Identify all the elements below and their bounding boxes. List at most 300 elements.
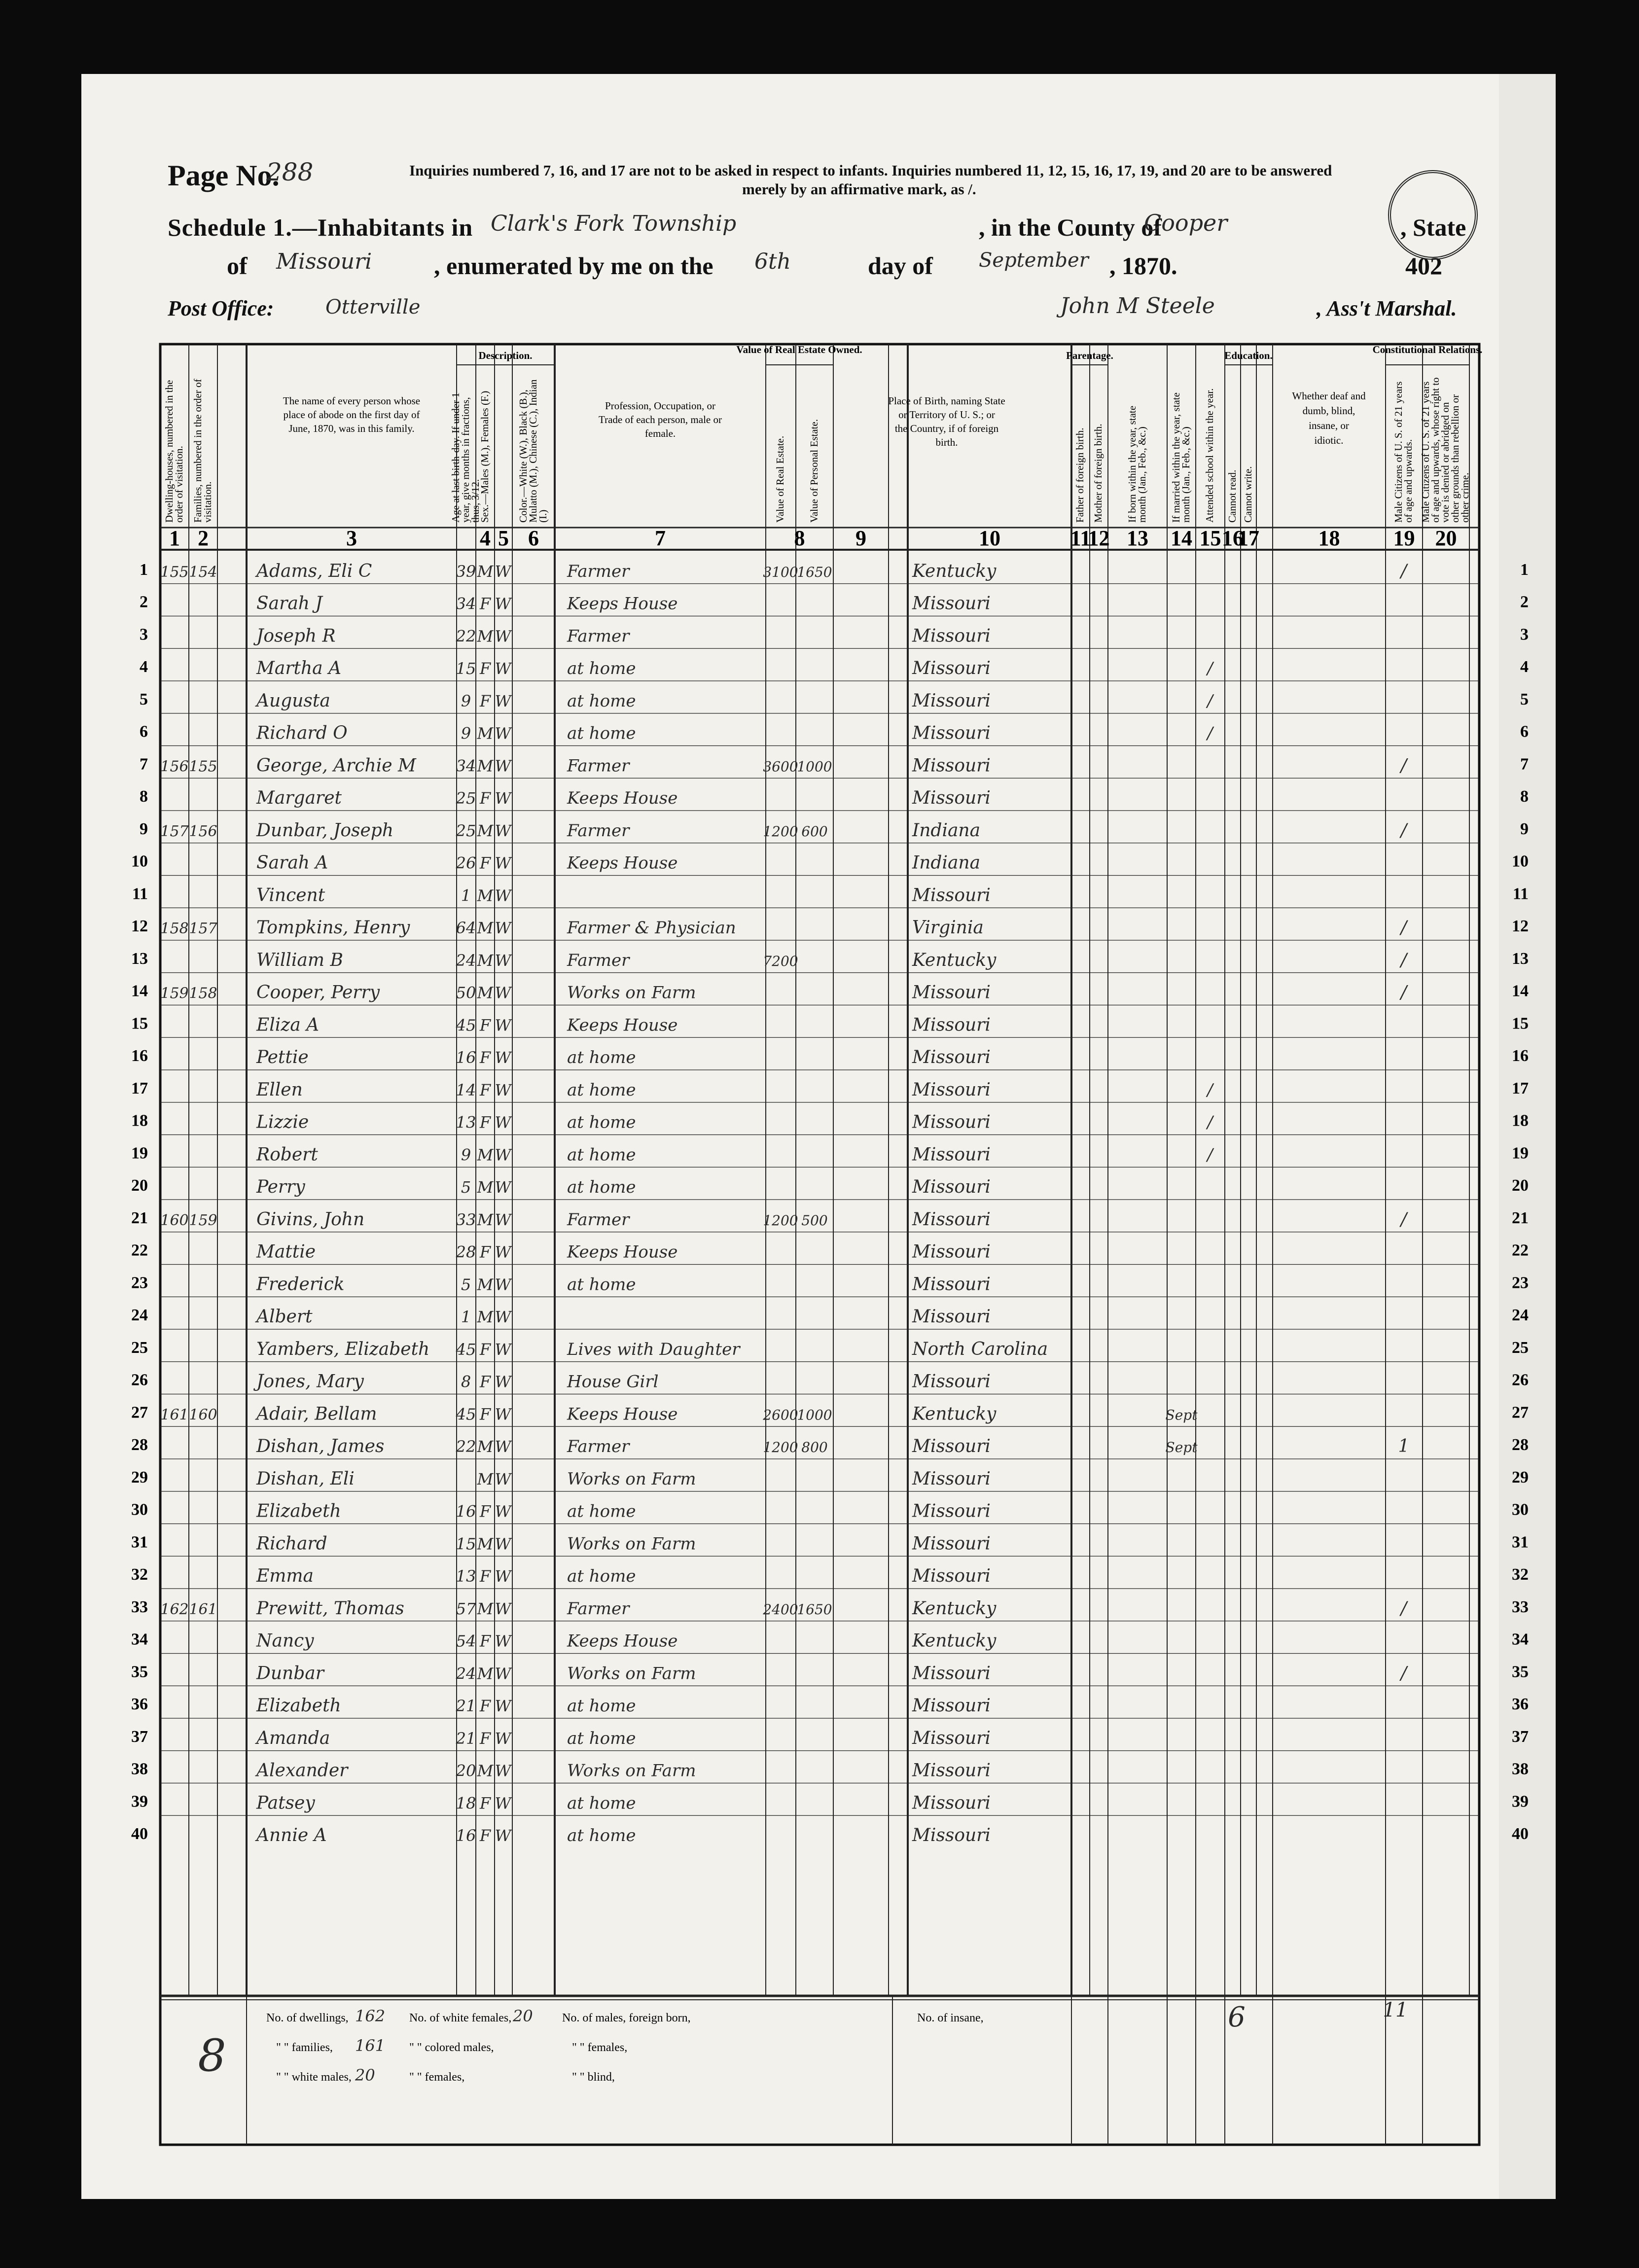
row-number-left: 3 (140, 625, 148, 644)
person-birthplace: Missouri (912, 593, 991, 614)
person-color: W (495, 1469, 511, 1488)
denied-vote-column-header: Male Citizens of U. S. of 21 yearsof age and upwards, whose right tovote is denied or abridged onother grounds than rebellion orother crime. (1420, 377, 1471, 523)
insane-label: No. of insane, (917, 2012, 984, 2024)
person-occupation: at home (567, 723, 636, 744)
row-number-right: 31 (1512, 1533, 1529, 1552)
row-number-left: 30 (131, 1500, 148, 1519)
person-age: 34 (456, 756, 476, 776)
stamp-number: 402 (1405, 252, 1442, 280)
person-age: 33 (456, 1210, 476, 1229)
name-column-header: The name of every person whose place of abode on the first day of June, 1870, was in this family. (283, 395, 421, 434)
person-color: W (495, 1599, 511, 1618)
person-age: 15 (456, 1534, 476, 1554)
families-count: 161 (355, 2036, 386, 2055)
row-number-right: 40 (1512, 1825, 1529, 1843)
person-occupation: at home (567, 1048, 636, 1067)
row-number-left: 23 (131, 1274, 148, 1292)
row-number-left: 6 (140, 722, 148, 741)
personal-estate-value: 500 (801, 1212, 828, 1229)
column-number: 5 (498, 526, 509, 550)
person-name: Richard (256, 1533, 327, 1554)
person-color: W (495, 1502, 511, 1521)
person-occupation: Keeps House (567, 1631, 678, 1651)
row-number-right: 26 (1512, 1371, 1529, 1389)
row-number-right: 25 (1512, 1338, 1529, 1357)
row-number-left: 1 (140, 560, 148, 579)
person-birthplace: Missouri (912, 1241, 991, 1262)
column-number: 14 (1171, 526, 1192, 550)
person-age: 18 (456, 1794, 476, 1813)
person-age: 22 (456, 627, 476, 646)
person-name: Frederick (256, 1274, 345, 1295)
person-color: W (495, 951, 511, 970)
person-color: W (495, 1242, 511, 1262)
person-occupation: Farmer & Physician (567, 918, 736, 938)
person-name: Annie A (256, 1825, 327, 1845)
person-sex: M (477, 1469, 494, 1488)
page-number-value: 288 (266, 158, 314, 186)
table-frame (160, 344, 1479, 2145)
person-name: Yambers, Elizabeth (256, 1339, 430, 1359)
parentage-group-label: Parentage. (1066, 350, 1113, 361)
person-name: Dishan, Eli (256, 1468, 355, 1489)
person-sex: M (477, 1761, 494, 1780)
person-age: 25 (456, 789, 476, 808)
post-office-value: Otterville (325, 296, 421, 319)
row-number-left: 32 (131, 1565, 148, 1584)
citizen-mark: / (1400, 755, 1407, 776)
person-age: 24 (456, 1664, 476, 1683)
row-number-right: 18 (1512, 1111, 1529, 1130)
person-occupation: at home (567, 1080, 636, 1100)
row-number-right: 7 (1520, 755, 1529, 774)
dwelling-number: 159 (160, 985, 189, 1002)
person-name: George, Archie M (256, 755, 416, 776)
person-birthplace: Indiana (912, 852, 981, 873)
person-birthplace: Missouri (912, 1274, 991, 1295)
person-color: W (495, 1534, 511, 1554)
person-birthplace: Missouri (912, 1112, 991, 1133)
real-estate-value: 1200 (763, 823, 798, 840)
row-number-right: 4 (1520, 658, 1529, 676)
person-sex: F (479, 1794, 491, 1813)
person-age: 28 (456, 1242, 476, 1262)
person-birthplace: Missouri (912, 1566, 991, 1586)
row-number-right: 3 (1520, 625, 1529, 644)
column-number: 10 (979, 526, 1000, 550)
row-number-left: 39 (131, 1792, 148, 1811)
person-age: 57 (456, 1599, 476, 1618)
inquiries-notice: Inquiries numbered 7, 16, and 17 are not to be asked in respect to infants. Inquiries numbered 11, 12, 15, 16, 17, 19, and 20 are to be answered (409, 162, 1332, 179)
person-name: Robert (256, 1144, 318, 1165)
row-number-left: 19 (131, 1144, 148, 1163)
column-number: 16 (1222, 526, 1244, 550)
column-number: 4 (480, 526, 491, 550)
person-birthplace: Missouri (912, 1047, 991, 1067)
row-number-left: 11 (132, 885, 148, 903)
person-sex: F (479, 853, 491, 873)
row-number-right: 6 (1520, 722, 1529, 741)
education-group-label: Education. (1224, 350, 1273, 361)
person-occupation: at home (567, 1566, 636, 1586)
person-color: W (495, 1340, 511, 1359)
row-number-right: 15 (1512, 1014, 1529, 1033)
person-sex: M (477, 1308, 494, 1326)
person-sex: F (479, 1016, 491, 1035)
person-color: W (495, 1567, 511, 1586)
person-age: 25 (456, 821, 476, 840)
person-name: Prewitt, Thomas (256, 1598, 404, 1619)
personal-estate-column-header: Value of Personal Estate. (808, 419, 820, 523)
person-sex: F (479, 789, 491, 808)
person-sex: M (477, 919, 494, 937)
row-number-right: 28 (1512, 1436, 1529, 1454)
white-females-label: No. of white females, (409, 2012, 512, 2024)
families-label: " " families, (276, 2041, 333, 2054)
person-age: 21 (456, 1697, 476, 1715)
disability-column-header: Whether deaf and dumb, blind, insane, or idiotic. (1292, 390, 1366, 446)
person-birthplace: Missouri (912, 1793, 991, 1813)
person-color: W (495, 627, 511, 646)
person-occupation: Works on Farm (567, 1664, 696, 1684)
row-number-left: 10 (131, 852, 148, 871)
citizen-mark: / (1400, 1663, 1407, 1684)
person-sex: M (477, 821, 494, 840)
colored-females-label: " " females, (409, 2071, 465, 2084)
column-number: 17 (1238, 526, 1259, 550)
row-number-left: 31 (131, 1533, 148, 1552)
person-age: 8 (461, 1372, 471, 1391)
constitutional-group-label: Constitutional Relations. (1372, 344, 1483, 355)
person-age: 21 (456, 1729, 476, 1748)
person-birthplace: Missouri (912, 1015, 991, 1035)
row-number-left: 20 (131, 1176, 148, 1195)
person-age: 13 (456, 1567, 476, 1586)
colored-males-label: " " colored males, (409, 2041, 494, 2054)
row-number-left: 27 (131, 1403, 148, 1422)
person-age: 16 (456, 1502, 476, 1521)
person-sex: F (479, 1631, 491, 1651)
person-occupation: Lives with Daughter (567, 1339, 740, 1359)
person-name: Eliza A (256, 1015, 320, 1035)
person-name: Jones, Mary (256, 1371, 364, 1392)
males-foreign-label: No. of males, foreign born, (562, 2012, 691, 2024)
person-color: W (495, 853, 511, 873)
personal-estate-value: 1650 (797, 1601, 832, 1618)
column-number: 11 (1070, 526, 1091, 550)
person-name: Adair, Bellam (256, 1404, 377, 1424)
citizen-mark: / (1400, 950, 1407, 970)
dwellings-label: No. of dwellings, (266, 2012, 349, 2024)
month-value: September (979, 249, 1089, 272)
day-value: 6th (754, 249, 791, 274)
person-name: Vincent (256, 885, 325, 906)
person-age: 13 (456, 1113, 476, 1132)
marshal-signature: John M Steele (1060, 293, 1215, 319)
person-sex: M (477, 1145, 494, 1165)
person-birthplace: Missouri (912, 1728, 991, 1748)
real-estate-value: 2400 (763, 1601, 798, 1618)
column-number: 9 (855, 526, 866, 550)
person-age: 34 (456, 594, 476, 613)
school-mark: / (1207, 1080, 1213, 1100)
person-color: W (495, 1210, 511, 1229)
person-sex: F (479, 1080, 491, 1099)
row-number-left: 4 (140, 658, 148, 676)
row-number-left: 25 (131, 1338, 148, 1357)
person-name: Perry (256, 1177, 305, 1197)
person-name: Sarah J (256, 593, 322, 614)
column-number: 8 (794, 526, 805, 550)
person-color: W (495, 1178, 511, 1197)
person-color: W (495, 724, 511, 743)
citizen-mark: / (1400, 820, 1407, 841)
person-occupation: Farmer (567, 820, 630, 841)
family-column-header: Families, numbered in the order ofvisitation. (192, 379, 214, 523)
family-number: 160 (189, 1406, 217, 1424)
row-number-left: 18 (131, 1111, 148, 1130)
person-occupation: at home (567, 1728, 636, 1748)
row-number-right: 14 (1512, 982, 1529, 1000)
person-occupation: at home (567, 1696, 636, 1716)
person-color: W (495, 1697, 511, 1715)
person-birthplace: Missouri (912, 1177, 991, 1197)
person-occupation: Farmer (567, 1598, 630, 1619)
person-birthplace: Kentucky (912, 950, 997, 970)
person-age: 9 (461, 691, 471, 710)
person-sex: M (477, 724, 494, 743)
dwelling-number: 161 (160, 1406, 189, 1424)
person-name: Cooper, Perry (256, 982, 380, 1003)
person-occupation: Farmer (567, 756, 630, 776)
person-sex: M (477, 983, 494, 1002)
school-mark: / (1207, 723, 1213, 744)
person-sex: F (479, 1340, 491, 1359)
day-of-label: day of (868, 252, 933, 280)
person-color: W (495, 756, 511, 776)
dwelling-number: 160 (160, 1211, 189, 1229)
enumerated-label: , enumerated by me on the (434, 252, 713, 280)
person-color: W (495, 1631, 511, 1651)
person-color: W (495, 1794, 511, 1813)
row-number-right: 24 (1512, 1306, 1529, 1324)
row-number-left: 29 (131, 1468, 148, 1487)
person-age: 24 (456, 951, 476, 970)
personal-estate-value: 1000 (797, 1407, 832, 1423)
dwellings-count: 162 (355, 2007, 386, 2025)
person-name: Richard O (256, 723, 348, 744)
column-number: 13 (1127, 526, 1148, 550)
born-in-year-column-header: If born within the year, statemonth (Jan., Feb., &c.) (1126, 405, 1148, 523)
row-number-right: 12 (1512, 917, 1529, 935)
family-number: 157 (189, 920, 217, 937)
dwelling-number: 155 (160, 563, 189, 581)
column-number: 2 (198, 526, 209, 550)
person-sex: M (477, 1437, 494, 1456)
personal-estate-value: 600 (801, 823, 828, 840)
person-color: W (495, 1664, 511, 1683)
person-sex: M (477, 1599, 494, 1618)
school-total: 6 (1228, 2001, 1246, 2033)
person-name: Alexander (256, 1760, 348, 1781)
person-sex: F (479, 1372, 491, 1391)
person-birthplace: Missouri (912, 982, 991, 1003)
row-number-left: 28 (131, 1436, 148, 1454)
person-occupation: Keeps House (567, 788, 678, 808)
column-number: 1 (169, 526, 180, 550)
personal-estate-value: 1000 (797, 758, 832, 775)
person-age: 50 (456, 983, 476, 1002)
person-occupation: at home (567, 1793, 636, 1813)
person-name: Patsey (256, 1793, 315, 1813)
person-age: 64 (456, 919, 476, 937)
personal-estate-value: 800 (801, 1439, 828, 1455)
township-value: Clark's Fork Township (491, 211, 737, 236)
county-label: , in the County of (979, 213, 1162, 241)
person-color: W (495, 1729, 511, 1748)
father-foreign-column-header: Father of foreign birth. (1074, 427, 1086, 523)
person-age: 45 (456, 1016, 476, 1035)
person-name: Martha A (256, 658, 342, 678)
person-birthplace: Missouri (912, 1533, 991, 1554)
dwelling-number: 162 (160, 1600, 189, 1618)
attended-school-column-header: Attended school within the year. (1204, 388, 1215, 523)
real-estate-group-label: Value of Real Estate Owned. (736, 344, 862, 355)
row-number-right: 30 (1512, 1500, 1529, 1519)
row-number-left: 17 (131, 1079, 148, 1098)
person-birthplace: Missouri (912, 1468, 991, 1489)
foreign-females-label: " " females, (572, 2041, 628, 2054)
dwelling-number: 156 (160, 758, 189, 776)
person-sex: M (477, 1534, 494, 1554)
schedule-label: Schedule 1.—Inhabitants in (168, 213, 473, 241)
row-number-left: 15 (131, 1014, 148, 1033)
person-birthplace: Missouri (912, 1501, 991, 1522)
person-age: 22 (456, 1437, 476, 1456)
person-color: W (495, 691, 511, 710)
person-occupation: at home (567, 659, 636, 678)
person-name: Sarah A (256, 852, 328, 873)
person-name: Mattie (256, 1241, 316, 1262)
person-age: 45 (456, 1405, 476, 1424)
person-birthplace: Missouri (912, 1436, 991, 1456)
person-occupation: Works on Farm (567, 1534, 696, 1554)
person-age: 5 (461, 1275, 471, 1294)
row-number-left: 9 (140, 819, 148, 838)
row-number-right: 1 (1520, 560, 1529, 579)
row-number-right: 17 (1512, 1079, 1529, 1098)
cannot-write-column-header: Cannot write. (1242, 466, 1254, 523)
person-age: 15 (456, 659, 476, 678)
person-birthplace: North Carolina (912, 1339, 1048, 1359)
person-occupation: at home (567, 691, 636, 711)
dwelling-number: 157 (160, 822, 189, 840)
person-birthplace: Kentucky (912, 1630, 997, 1651)
person-color: W (495, 1048, 511, 1067)
person-name: Tompkins, Henry (256, 918, 410, 938)
citizen-mark: / (1400, 982, 1407, 1003)
row-number-right: 32 (1512, 1565, 1529, 1584)
school-mark: / (1207, 659, 1213, 678)
married-month: Sept (1165, 1439, 1198, 1455)
person-sex: M (477, 1275, 494, 1294)
person-sex: F (479, 1567, 491, 1586)
row-number-right: 2 (1520, 593, 1529, 611)
row-number-left: 22 (131, 1241, 148, 1260)
column-number: 12 (1088, 526, 1110, 550)
row-number-left: 5 (140, 690, 148, 709)
white-males-count: 20 (355, 2066, 375, 2085)
person-age: 1 (461, 1308, 471, 1326)
row-number-left: 40 (131, 1825, 148, 1843)
person-color: W (495, 1145, 511, 1165)
person-age: 5 (461, 1178, 471, 1197)
person-occupation: Farmer (567, 561, 630, 581)
row-number-left: 13 (131, 949, 148, 968)
person-name: Lizzie (256, 1112, 309, 1133)
county-value: Cooper (1144, 210, 1228, 236)
person-sex: F (479, 1405, 491, 1424)
row-number-right: 20 (1512, 1176, 1529, 1195)
person-name: Pettie (256, 1047, 309, 1067)
person-name: Dishan, James (256, 1436, 385, 1456)
person-color: W (495, 789, 511, 808)
person-birthplace: Virginia (912, 918, 984, 938)
row-number-left: 38 (131, 1760, 148, 1778)
color-column-header: Color.—White (W.), Black (B.),Mulatto (M.), Chinese (C.), Indian(I.) (517, 379, 549, 523)
row-number-left: 21 (131, 1208, 148, 1227)
person-color: W (495, 594, 511, 613)
person-color: W (495, 1372, 511, 1391)
person-age: 45 (456, 1340, 476, 1359)
family-number: 158 (189, 985, 217, 1002)
person-occupation: Farmer (567, 1437, 630, 1456)
person-occupation: at home (567, 1501, 636, 1522)
voters-total: 11 (1383, 1999, 1408, 2021)
person-color: W (495, 1405, 511, 1424)
person-occupation: Farmer (567, 626, 630, 646)
row-number-right: 36 (1512, 1695, 1529, 1713)
person-birthplace: Missouri (912, 755, 991, 776)
dwelling-column-header: Dwelling-houses, numbered in theorder of visitation. (163, 380, 185, 523)
person-sex: M (477, 562, 494, 581)
person-sex: F (479, 1048, 491, 1067)
person-color: W (495, 919, 511, 937)
person-occupation: Keeps House (567, 1242, 678, 1262)
person-sex: M (477, 627, 494, 646)
person-age: 14 (456, 1080, 476, 1099)
age-column-header: Age at last birth-day. If under 1year, give months in fractions,thus, 3/12. (450, 392, 481, 523)
column-number: 7 (655, 526, 666, 550)
person-sex: F (479, 594, 491, 613)
state-label: , State (1400, 213, 1466, 241)
row-number-left: 34 (131, 1630, 148, 1649)
person-color: W (495, 821, 511, 840)
marshal-label: , Ass't Marshal. (1317, 296, 1457, 320)
occupation-column-header: Profession, Occupation, or Trade of each person, male or female. (599, 400, 722, 439)
person-color: W (495, 1308, 511, 1326)
row-number-right: 5 (1520, 690, 1529, 709)
person-occupation: at home (567, 1275, 636, 1295)
real-estate-value: 1200 (763, 1439, 798, 1455)
mother-foreign-column-header: Mother of foreign birth. (1092, 424, 1104, 523)
person-sex: F (479, 659, 491, 678)
person-sex: M (477, 1210, 494, 1229)
person-birthplace: Missouri (912, 1144, 991, 1165)
citizen-mark: 1 (1398, 1436, 1410, 1456)
person-name: Elizabeth (256, 1501, 341, 1522)
row-number-right: 19 (1512, 1144, 1529, 1163)
